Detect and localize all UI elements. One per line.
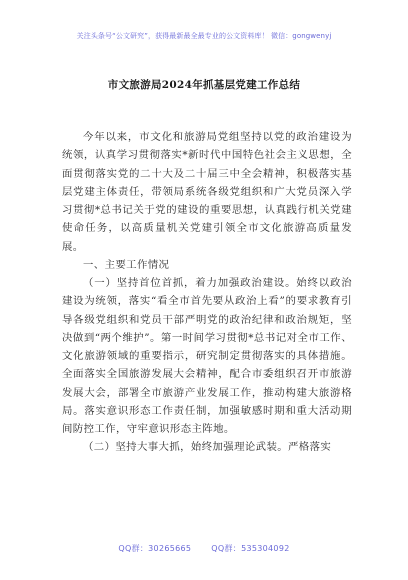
qq-group-1: QQ群：30265665 (118, 544, 192, 553)
page-title: 市文旅游局2024年抓基层党建工作总结 (107, 79, 301, 91)
intro-paragraph: 今年以来，市文化和旅游局党组坚持以党的政治建设为统领，认真学习贯彻落实*新时代中国特色社会主义思想，全面贯彻落实党的二十大及二十届三中全会精神，积极落实基层党建主体责任，带领局系统各级党组织和广大党员深入学习贯彻*总书记关于党的建设的重要思想，认真践行机关党建使命任务，以高质量机关党建引领全市文化旅游高质量发展。 (62, 131, 352, 253)
document-body (62, 128, 352, 457)
sub-paragraph-1: （一）坚持首位首抓，着力加强政治建设。始终以政治建设为统领，落实“看全市首先要从政治上看”的要求教育引导各级党组织和党员干部严明党的政治纪律和政治规矩，坚决做到“两个维护”。第一时间学习贯彻*总书记对全市工作、文化旅游领域的重要指示，研究制定贯彻落实的具体措施。全面落实全国旅游发展大会精神，配合市委组织召开市旅游发展大会，部署全市旅游产业发展工作，推动构建大旅游格局。落实意识形态工作责任制，加强敏感时期和重大活动期间防控工作，守牢意识形态主阵地。 (62, 277, 352, 435)
qq-group-2: QQ群：535304092 (211, 544, 290, 553)
footer-note (0, 543, 408, 554)
header-note: 关注头条号“公文研究”，获得最新最全最专业的公文资料库！ 微信：gongwenyj (76, 32, 332, 40)
section-heading: 一、主要工作情况 (83, 258, 170, 271)
sub-paragraph-2: （二）坚持大事大抓，始终加强理论武装。严格落实 (83, 441, 332, 454)
